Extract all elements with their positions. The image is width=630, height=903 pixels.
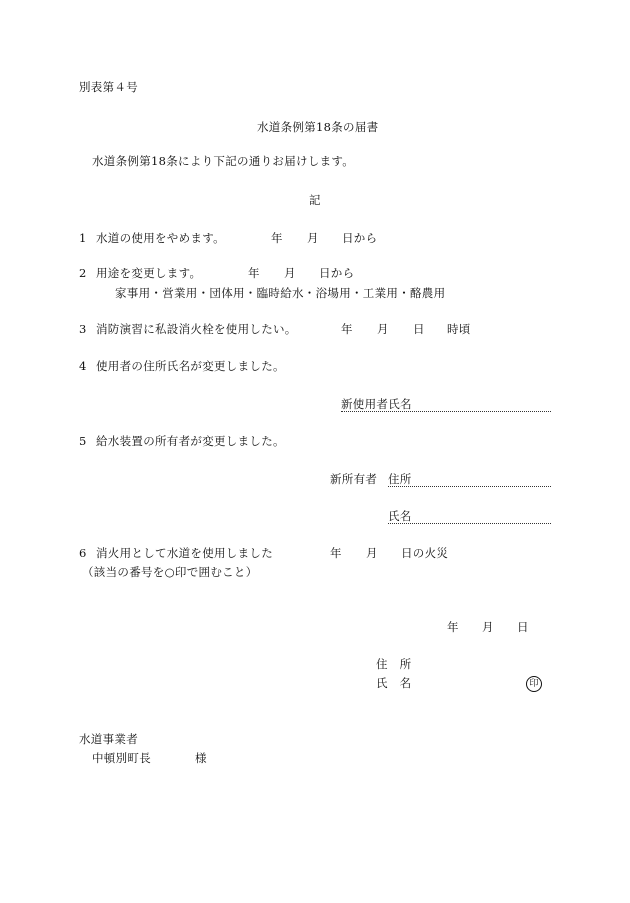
item-2-number: 2 xyxy=(79,266,87,280)
item-3-number: 3 xyxy=(79,322,87,336)
date-month: 月 xyxy=(482,620,494,634)
item-4-text: 使用者の住所氏名が変更しました。 xyxy=(96,359,285,373)
item-2-text: 用途を変更します。 xyxy=(96,266,202,280)
item-2-month: 月 xyxy=(284,266,296,280)
item-1-suffix: 日から xyxy=(342,231,378,245)
item-3-suffix: 時頃 xyxy=(447,322,471,336)
intro-text: 水道条例第18条により下記の通りお届けします。 xyxy=(92,154,355,168)
item-1-text: 水道の使用をやめます。 xyxy=(96,231,225,245)
item-6-suffix: 日の火災 xyxy=(401,546,449,560)
new-owner-name-label: 氏名 xyxy=(388,509,412,523)
form-number: 別表第４号 xyxy=(79,80,138,94)
item-2-suffix: 日から xyxy=(319,266,355,280)
addressee-honorific: 様 xyxy=(195,751,207,765)
item-3-year: 年 xyxy=(341,322,353,336)
date-day: 日 xyxy=(517,620,529,634)
new-owner-address-line[interactable] xyxy=(388,486,551,487)
seal-icon: 印 xyxy=(526,676,542,692)
addressee-org: 水道事業者 xyxy=(79,732,138,746)
new-owner-label: 新所有者 xyxy=(330,472,378,486)
new-owner-name-line[interactable] xyxy=(388,523,551,524)
new-user-name-label: 新使用者氏名 xyxy=(341,397,412,411)
form-title: 水道条例第18条の届書 xyxy=(257,120,379,134)
item-1-month: 月 xyxy=(307,231,319,245)
item-1-number: 1 xyxy=(79,231,87,245)
date-year: 年 xyxy=(447,620,459,634)
item-6-month: 月 xyxy=(366,546,378,560)
item-3-month: 月 xyxy=(377,322,389,336)
item-3-day: 日 xyxy=(413,322,425,336)
circle-note: （該当の番号を○印で囲むこと） xyxy=(82,565,258,579)
item-2-uses: 家事用・営業用・団体用・臨時給水・浴場用・工業用・酪農用 xyxy=(115,286,446,300)
item-4-number: 4 xyxy=(79,359,87,373)
item-6-year: 年 xyxy=(330,546,342,560)
item-3-text: 消防演習に私設消火栓を使用したい。 xyxy=(96,322,297,336)
applicant-address-label: 住 所 xyxy=(376,657,412,671)
ki-label: 記 xyxy=(309,193,321,207)
new-user-name-line[interactable] xyxy=(341,411,551,412)
applicant-name-label: 氏 名 xyxy=(376,676,412,690)
item-6-text: 消火用として水道を使用しました xyxy=(96,546,273,560)
item-5-number: 5 xyxy=(79,434,87,448)
item-2-year: 年 xyxy=(248,266,260,280)
item-1-year: 年 xyxy=(271,231,283,245)
new-owner-address-label: 住所 xyxy=(388,472,412,486)
item-5-text: 給水装置の所有者が変更しました。 xyxy=(96,434,285,448)
addressee-name: 中頓別町長 xyxy=(92,751,151,765)
item-6-number: 6 xyxy=(79,546,87,560)
